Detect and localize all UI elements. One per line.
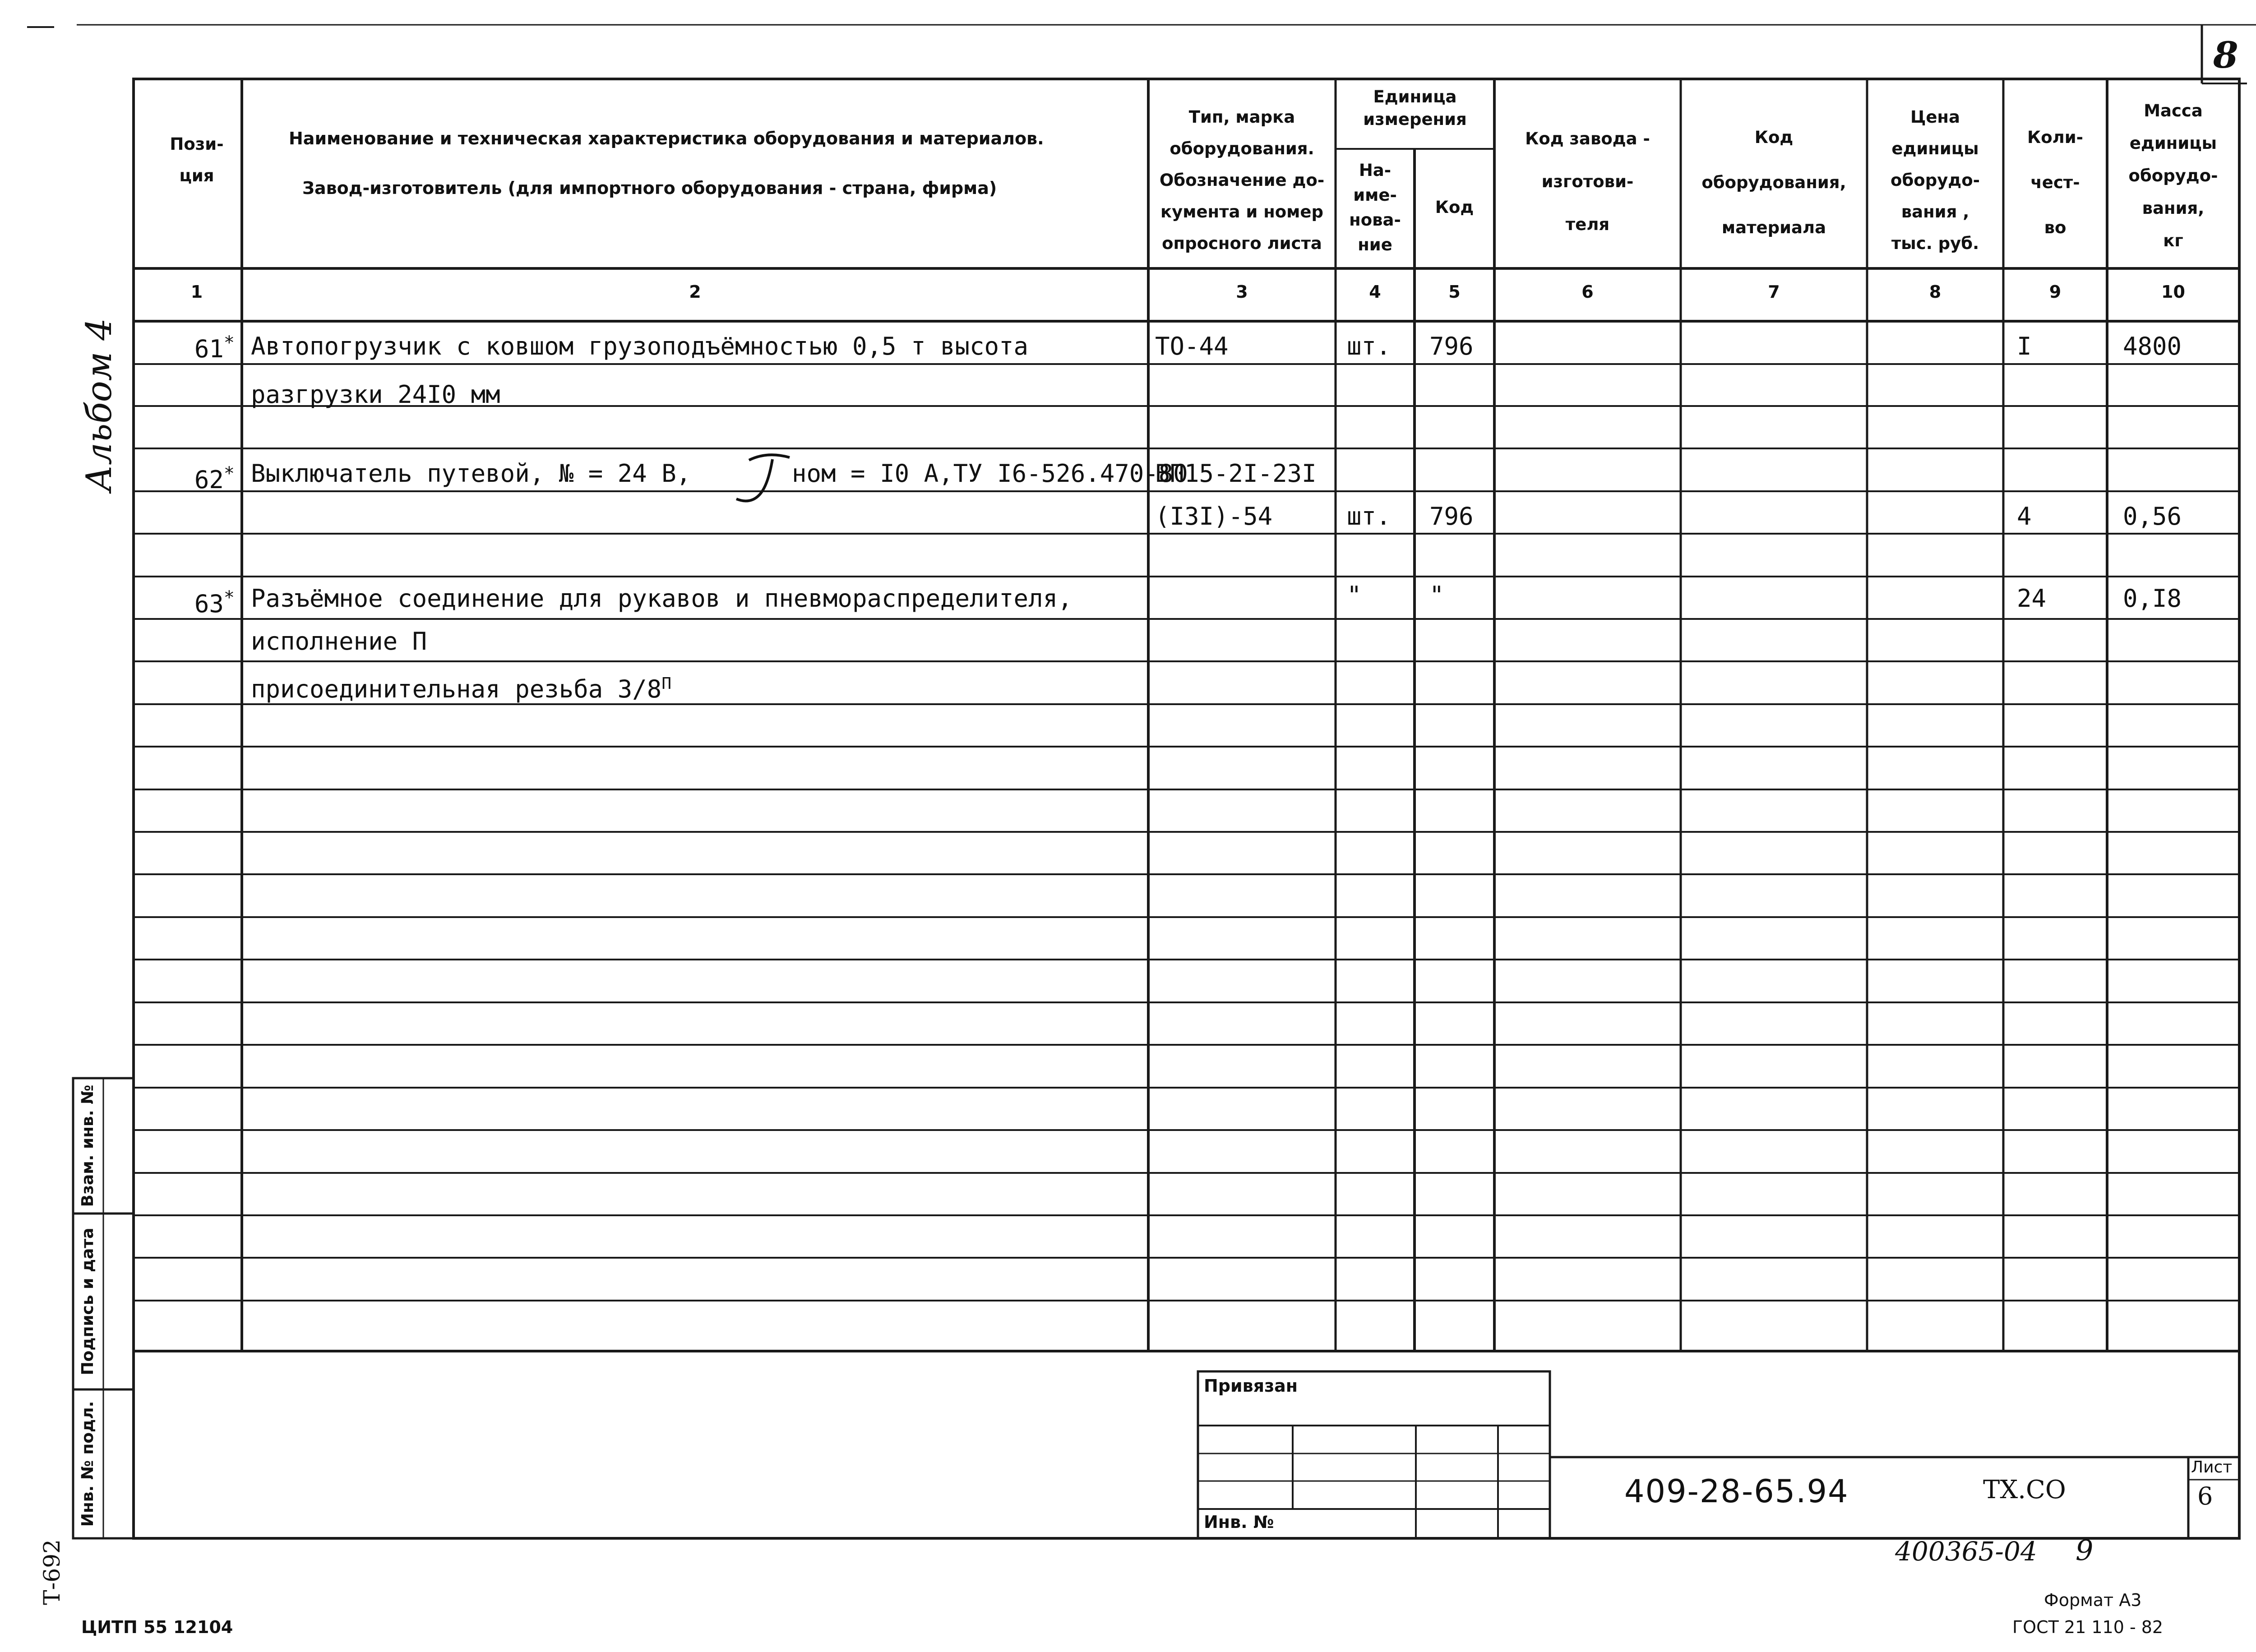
current-symbol-glyph: [736, 455, 790, 501]
table-row-mass: 0,I8: [2123, 584, 2182, 613]
table-row-code: ": [1429, 581, 1444, 609]
table-row-code: 796: [1429, 502, 1474, 531]
side-code: Т-692: [39, 1539, 65, 1605]
section-code: ТХ.СО: [1983, 1475, 2066, 1504]
table-row-type: (I3I)-54: [1155, 502, 1273, 531]
archive-sheet: 9: [2076, 1534, 2094, 1567]
document-designation: 409-28-65.94: [1624, 1473, 1849, 1510]
table-row-position: 61*: [194, 332, 235, 363]
table-row-name-extra: ном = I0 А,ТУ I6-526.470-80: [792, 459, 1188, 488]
side-inv-podl-label: Инв. № подл.: [79, 1401, 97, 1527]
table-row-type: ВП15-2I-23I: [1155, 459, 1317, 488]
sheet-label: Лист: [2191, 1458, 2233, 1477]
album-label: Альбом 4: [79, 318, 120, 492]
side-podpis-label: Подпись и дата: [79, 1227, 97, 1375]
footer-left: ЦИТП 55 12104: [81, 1617, 233, 1637]
col-number: 10: [2161, 282, 2185, 302]
table-row-name: присоединительная резьба $3/8^П$: [251, 674, 671, 703]
col-number: 3: [1236, 282, 1248, 302]
col-number: 8: [1929, 282, 1942, 302]
table-row-mass: 4800: [2123, 332, 2182, 360]
header-price: Цена единицы оборудо- вания , тыс. руб.: [1891, 107, 1980, 253]
col-number: 7: [1768, 282, 1780, 302]
table-row-qty: 24: [2017, 584, 2047, 613]
table-row-position: 63*: [194, 587, 235, 618]
footer-right: ГОСТ 21 110 - 82: [2012, 1617, 2164, 1637]
table-row-code: 796: [1429, 332, 1474, 360]
format-label: Формат А3: [2044, 1590, 2142, 1610]
table-row-type: ТО-44: [1155, 332, 1229, 360]
header-equipment-code: Код оборудования, материала: [1701, 128, 1846, 237]
header-position: Пози- ция: [170, 134, 224, 185]
col-number: 6: [1581, 282, 1594, 302]
col-number: 9: [2049, 282, 2062, 302]
inv-number-label: Инв. №: [1204, 1512, 1274, 1532]
page-number: 8: [2213, 34, 2238, 76]
table-row-unit: ": [1347, 581, 1362, 609]
header-unit-code: Код: [1435, 198, 1474, 217]
header-name-line2: Завод-изготовитель (для импортного оборудования - страна, фирма): [302, 178, 997, 198]
col-number: 2: [689, 282, 701, 302]
header-name-line1: Наименование и техническая характеристика оборудования и материалов.: [289, 129, 1044, 148]
privyazan-label: Привязан: [1204, 1376, 1298, 1396]
header-type: Тип, марка оборудования. Обозначение до- кумента и номер опросного листа: [1159, 107, 1325, 253]
table-row-qty: I: [2017, 332, 2032, 360]
side-vzam-label: Взам. инв. №: [79, 1084, 97, 1207]
header-factory-code: Код завода - изготови- теля: [1525, 129, 1650, 234]
sheet-number: 6: [2197, 1482, 2213, 1510]
table-row-name: Автопогрузчик с ковшом грузоподъёмностью 0,5 т высота: [251, 332, 1029, 360]
col-number: 5: [1448, 282, 1461, 302]
col-number: 1: [190, 282, 203, 302]
header-unit: Единица измерения: [1363, 87, 1467, 129]
table-row-unit: шт.: [1347, 502, 1391, 531]
table-row-unit: шт.: [1347, 332, 1391, 360]
table-row-name: Выключатель путевой, № = 24 В,: [251, 459, 691, 488]
table-row-name: исполнение П: [251, 627, 427, 655]
table-row-name: разгрузки 24I0 мм: [251, 380, 500, 409]
header-unit-name: На- име- нова- ние: [1349, 161, 1401, 254]
header-mass: Масса единицы оборудо- вания, кг: [2128, 101, 2218, 250]
table-row-qty: 4: [2017, 502, 2032, 531]
table-row-name: Разъёмное соединение для рукавов и пневмораспределителя,: [251, 584, 1073, 613]
archive-number: 400365-04: [1895, 1536, 2037, 1567]
table-row-mass: 0,56: [2123, 502, 2182, 531]
header-quantity: Коли- чест- во: [2027, 128, 2084, 237]
col-number: 4: [1369, 282, 1381, 302]
table-row-position: 62*: [194, 463, 235, 494]
